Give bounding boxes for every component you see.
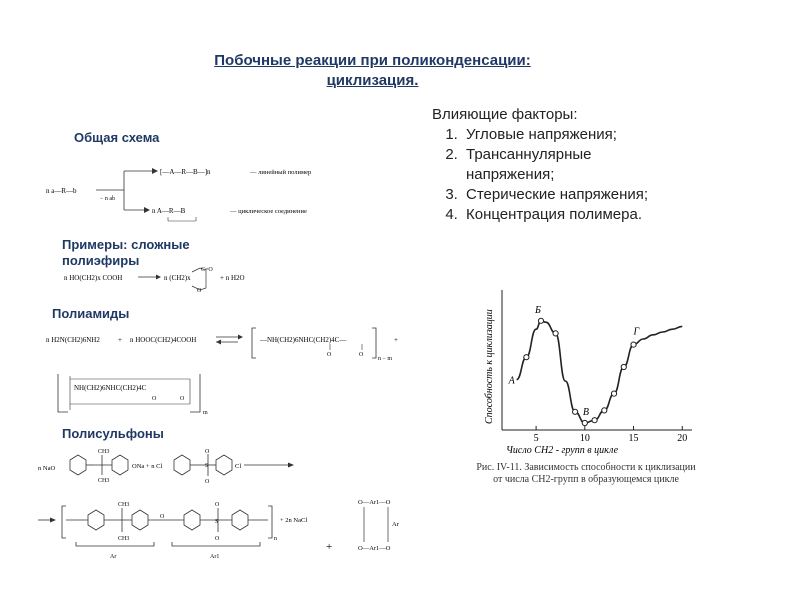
general-scheme-diagram — [40, 155, 350, 225]
chart-x-tick-label: 10 — [579, 433, 590, 444]
polyamide-cyclic-sub: m — [203, 410, 208, 416]
factor-item: 2. Трансаннулярные напряжения; — [462, 145, 636, 185]
factor-item: 1. Угловые напряжения; — [462, 125, 782, 145]
svg-text:O: O — [205, 479, 210, 485]
polyester-reactant: n HO(CH2)x COOH — [64, 274, 123, 282]
chart-ylabel: Способность к циклизации — [484, 309, 495, 424]
chart-point — [631, 342, 636, 347]
chart-point-label: А — [508, 375, 515, 387]
factors-heading: Влияющие факторы: — [432, 106, 578, 123]
slide-title-line2: циклизация. — [326, 72, 419, 89]
chart-point — [553, 331, 558, 336]
chart-point — [572, 409, 577, 414]
chart-series-line — [517, 321, 683, 423]
polyamide-equation — [40, 324, 420, 420]
chart-point — [621, 364, 626, 369]
svg-text:O: O — [215, 502, 220, 508]
svg-text:O: O — [160, 514, 165, 520]
chart-x-tick-label: 20 — [677, 433, 688, 444]
chart-point — [592, 418, 597, 423]
factor-item: 4. Концентрация полимера. — [462, 205, 782, 225]
scheme-linear-product: [—A—R—B—]n — [160, 168, 211, 176]
svg-text:O: O — [359, 352, 364, 358]
polyamide-plus2: + — [394, 336, 398, 344]
svg-text:O: O — [180, 396, 185, 402]
scheme-cyclic-product: n A—R—B — [152, 207, 186, 215]
chart-point-label: В — [582, 407, 589, 418]
chart-x-tick-label: 15 — [628, 433, 639, 444]
polyester-water: + n H2O — [220, 274, 245, 282]
polyamide-reactant1: n H2N(CH2)6NH2 — [46, 336, 100, 344]
chart-x-tick-label: 5 — [533, 433, 539, 444]
scheme-condition: − n ab — [100, 196, 116, 202]
polyester-product: n (CH2)x — [164, 274, 191, 282]
chart-point — [538, 318, 543, 323]
scheme-linear-note: — линейный полимер — [250, 169, 312, 176]
polyamide-product-sub: n − m — [378, 356, 393, 362]
svg-text:CH3: CH3 — [118, 502, 130, 508]
section-polysulfones: Полисульфоны — [62, 426, 164, 441]
chart-caption: Рис. IV-11. Зависимость способности к циклизации от числа CH2-групп в образующемся цикле — [476, 462, 696, 485]
svg-text:CH3: CH3 — [98, 478, 110, 484]
polyamide-cyclic: NH(CH2)6NHC(CH2)4C — [74, 384, 147, 392]
slide-title-line1: Побочные реакции при поликонденсации: — [214, 52, 531, 69]
svg-text:CH3: CH3 — [98, 449, 110, 455]
polysulfone-left-group: n NaO — [38, 465, 56, 472]
chart-point-label: Б — [534, 304, 541, 316]
polyamide-product: —NH(CH2)6NHC(CH2)4C— — [260, 336, 347, 344]
svg-text:O: O — [197, 288, 202, 294]
chart-point — [611, 391, 616, 396]
polysulfone-ring-bottom: O—Ar1—O — [358, 545, 391, 552]
svg-text:O: O — [205, 449, 210, 455]
section-polyesters: Примеры: сложные полиэфиры — [62, 237, 190, 268]
svg-text:O: O — [327, 352, 332, 358]
cyclization-chart — [476, 282, 706, 462]
polysulfone-right-group: Cl — [235, 463, 242, 470]
scheme-cyclic-note: — циклическое соединение — [230, 208, 307, 215]
factor-item: 3. Стерические напряжения; — [462, 185, 782, 205]
polysulfone-ar1-label: Ar1 — [210, 554, 220, 560]
factors-list — [422, 125, 782, 225]
polysulfone-ring-side: Ar — [392, 521, 399, 528]
polysulfone-equation — [36, 446, 426, 570]
chart-point — [524, 355, 529, 360]
section-general-scheme: Общая схема — [74, 130, 160, 145]
polyamide-plus: + — [118, 336, 122, 344]
svg-text:CH3: CH3 — [118, 536, 130, 542]
chart-xlabel: Число CH2 - групп в цикле — [506, 445, 619, 456]
section-polyamides: Полиамиды — [52, 306, 130, 321]
scheme-reactant: n a—R—b — [46, 187, 77, 195]
svg-text:O: O — [152, 396, 157, 402]
polysulfone-sub-n: n — [274, 536, 277, 542]
svg-text:C=O: C=O — [201, 267, 213, 273]
svg-text:O: O — [215, 536, 220, 542]
polyester-equation — [60, 262, 260, 298]
chart-point — [582, 420, 587, 425]
polysulfone-plus: + — [326, 541, 333, 553]
factors-block — [422, 106, 782, 225]
polysulfone-byproduct: + 2n NaCl — [280, 517, 308, 524]
chart-point — [602, 408, 607, 413]
polyamide-reactant2: n HOOC(CH2)4COOH — [130, 336, 197, 344]
svg-text:S: S — [205, 463, 209, 469]
chart-point-label: Г — [633, 326, 640, 338]
polysulfone-ring-top: O—Ar1—O — [358, 499, 391, 506]
polysulfone-mid-group: ONa + n Cl — [132, 463, 163, 470]
polysulfone-ar-label: Ar — [110, 554, 117, 560]
svg-text:S: S — [215, 519, 219, 525]
